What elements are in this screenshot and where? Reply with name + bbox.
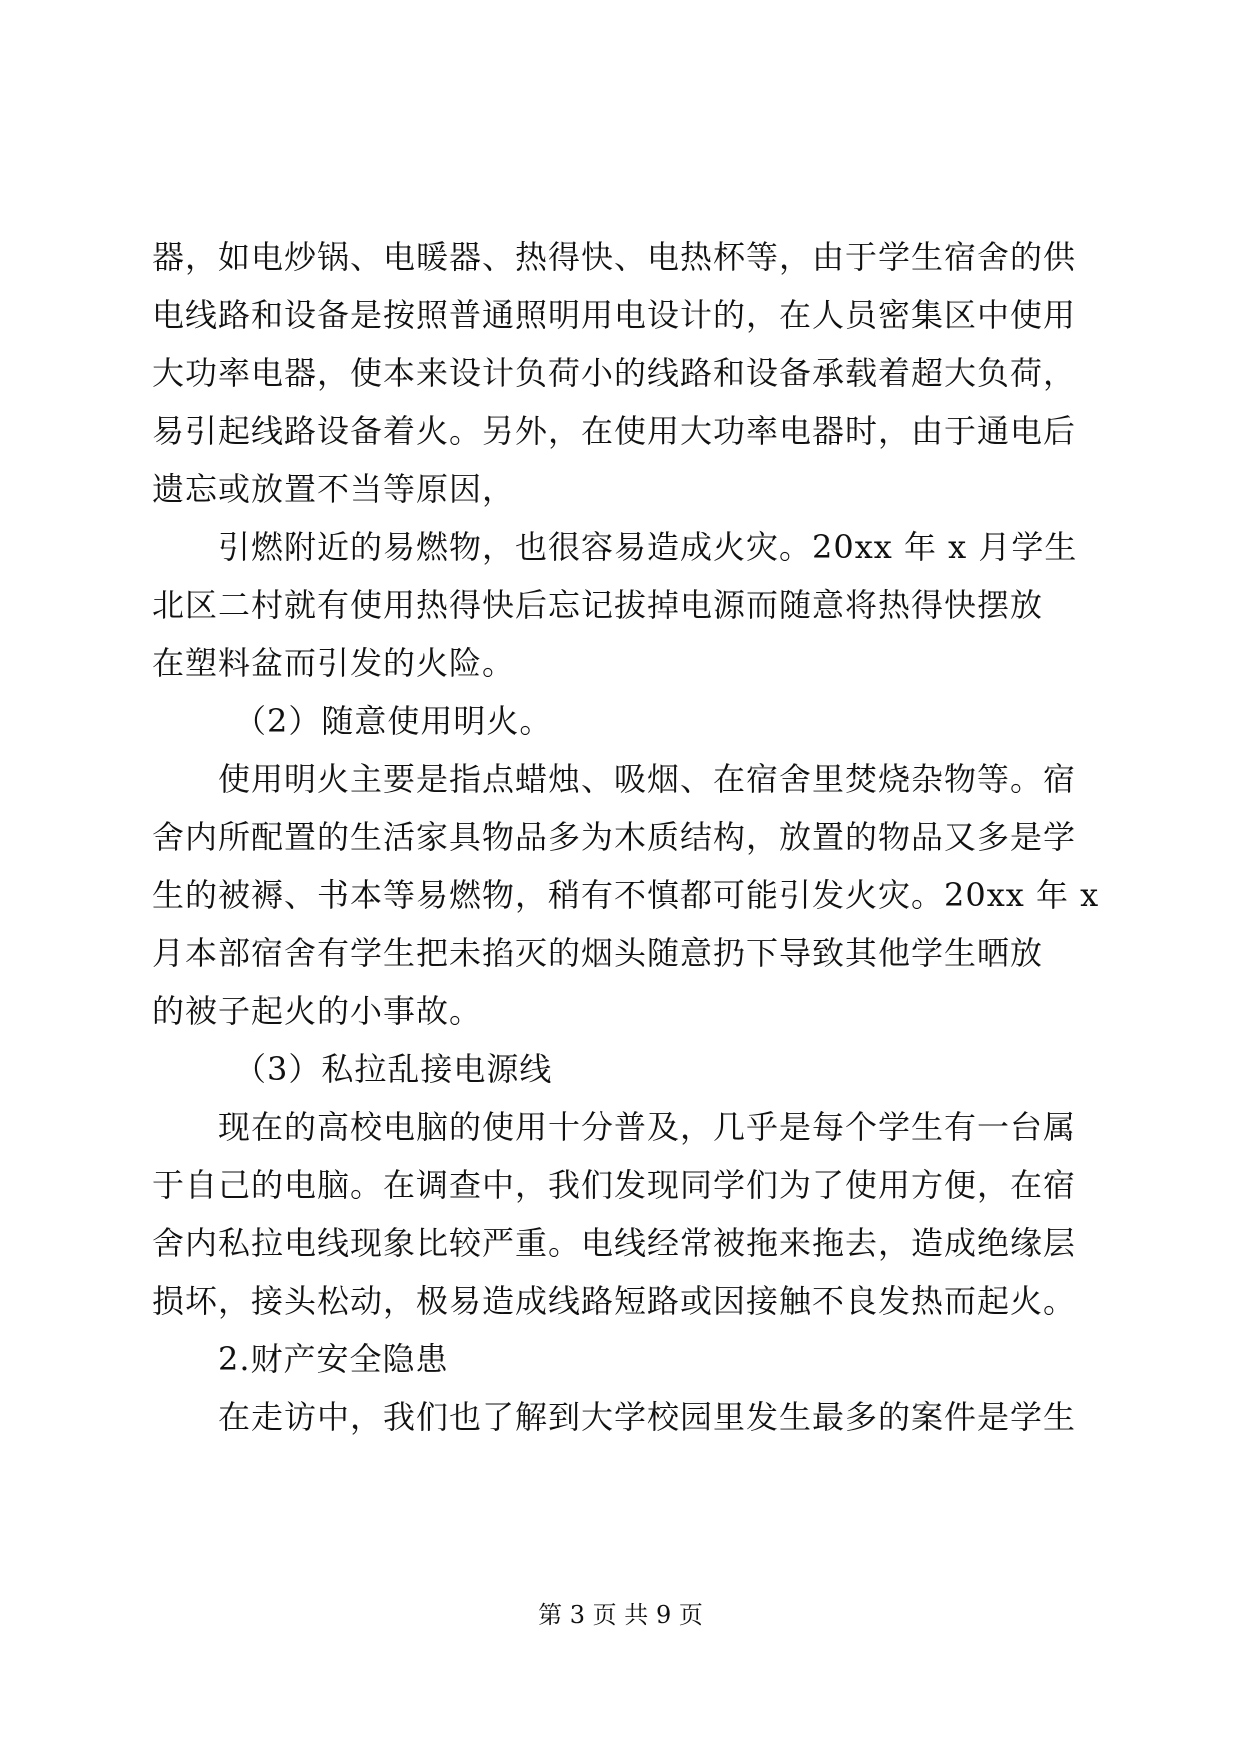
text-line: 在塑料盆而引发的火险。: [152, 644, 516, 682]
text-line: 的被子起火的小事故。: [152, 992, 483, 1030]
text-line: 器，如电炒锅、电暖器、热得快、电热杯等，由于学生宿舍的供: [152, 238, 1077, 276]
text-line: 易引起线路设备着火。另外，在使用大功率电器时，由于通电后: [152, 412, 1077, 450]
text-line: 遗忘或放置不当等原因，: [152, 470, 516, 508]
body-text: [152, 228, 1100, 1446]
text-line: 生的被褥、书本等易燃物，稍有不慎都可能引发火灾。20xx 年 x: [152, 876, 1100, 914]
text-line: 北区二村就有使用热得快后忘记拔掉电源而随意将热得快摆放: [152, 586, 1044, 624]
text-line: 大功率电器，使本来设计负荷小的线路和设备承载着超大负荷，: [152, 354, 1077, 392]
paragraph-start-line: 现在的高校电脑的使用十分普及，几乎是每个学生有一台属: [218, 1108, 1077, 1146]
paragraph-start-line: 引燃附近的易燃物，也很容易造成火灾。20xx 年 x 月学生: [218, 528, 1078, 566]
text-line: 损坏，接头松动，极易造成线路短路或因接触不良发热而起火。: [152, 1282, 1077, 1320]
subheading-wiring: （3）私拉乱接电源线: [234, 1050, 553, 1088]
subheading-open-flame: （2）随意使用明火。: [234, 702, 553, 740]
section-heading-property-safety: 2.财产安全隐患: [218, 1340, 449, 1378]
text-line: 于自己的电脑。在调查中，我们发现同学们为了使用方便，在宿: [152, 1166, 1077, 1204]
text-line: 舍内所配置的生活家具物品多为木质结构，放置的物品又多是学: [152, 818, 1077, 856]
paragraph-start-line: 在走访中，我们也了解到大学校园里发生最多的案件是学生: [218, 1398, 1077, 1436]
paragraph-start-line: 使用明火主要是指点蜡烛、吸烟、在宿舍里焚烧杂物等。宿: [218, 760, 1077, 798]
text-line: 舍内私拉电线现象比较严重。电线经常被拖来拖去，造成绝缘层: [152, 1224, 1077, 1262]
text-line: 月本部宿舍有学生把未掐灭的烟头随意扔下导致其他学生晒放: [152, 934, 1044, 972]
text-line: 电线路和设备是按照普通照明用电设计的，在人员密集区中使用: [152, 296, 1077, 334]
page-number-footer: 第 3 页 共 9 页: [538, 1601, 703, 1629]
